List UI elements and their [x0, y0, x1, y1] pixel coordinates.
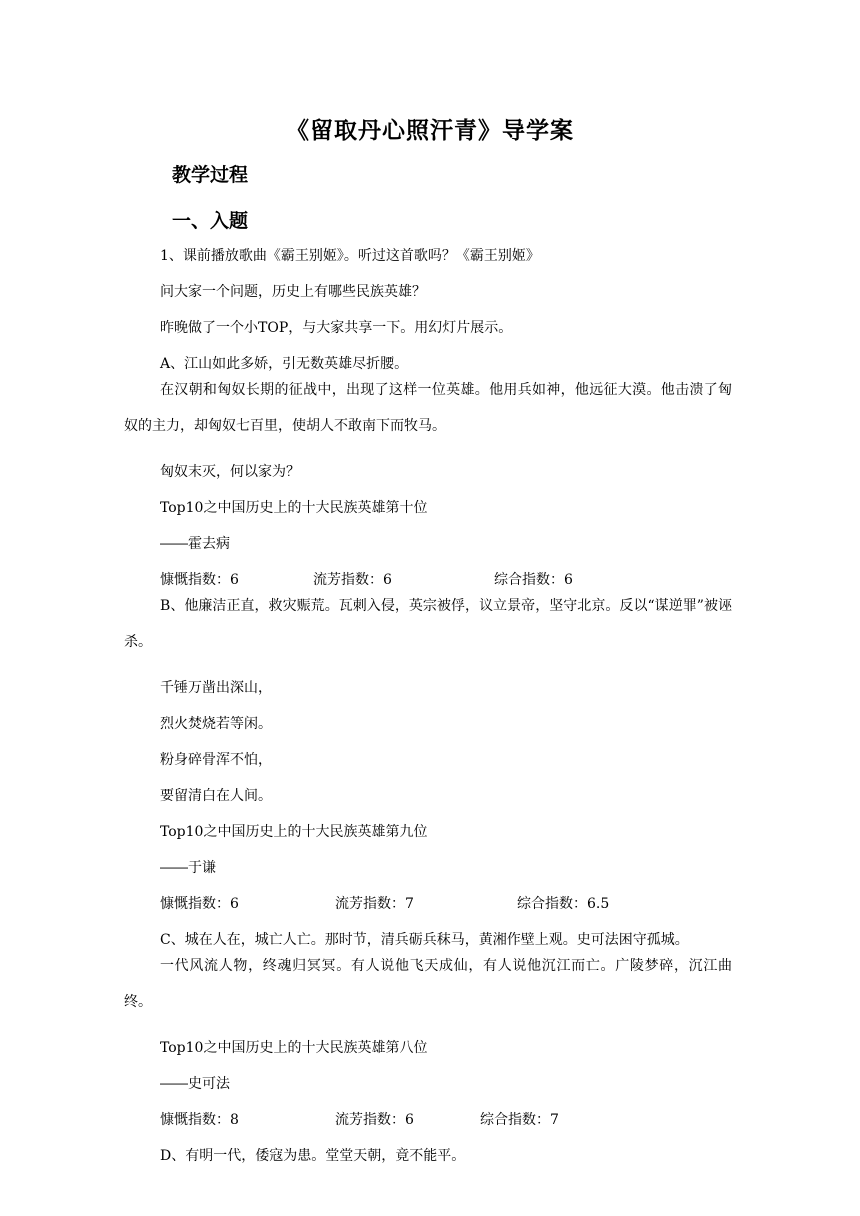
- poem-line-1: 千锤万凿出深山，: [160, 680, 272, 696]
- paragraph-song: 1、课前播放歌曲《霸王别姬》。听过这首歌吗？《霸王别姬》: [160, 248, 540, 264]
- paragraph-a: A、江山如此多娇，引无数英雄尽折腰。: [160, 356, 409, 372]
- paragraph-top: 昨晚做了一个小TOP，与大家共享一下。用幻灯片展示。: [160, 320, 513, 336]
- paragraph-shikefa: 一代风流人物，终魂归冥冥。有人说他飞天成仙，有人说他沉江而亡。广陵梦碎，沉江曲终。: [124, 958, 732, 1010]
- poem-line-3: 粉身碎骨浑不怕，: [160, 752, 272, 768]
- score-zonghe: 综合指数：7: [480, 1112, 559, 1128]
- document-title: 《留取丹心照汗青》导学案: [286, 118, 574, 144]
- score-kangkai: 慷慨指数：6: [160, 896, 239, 912]
- score-row-10: [160, 570, 760, 590]
- score-row-8: [160, 1110, 760, 1130]
- paragraph-d: D、有明一代，倭寇为患。堂堂天朝，竟不能平。: [160, 1148, 466, 1164]
- paragraph-c: C、城在人在，城亡人亡。那时节，清兵砺兵秣马，黄湘作壁上观。史可法困守孤城。: [160, 932, 689, 948]
- heading-teaching-process: 教学过程: [172, 164, 249, 186]
- score-kangkai: 慷慨指数：8: [160, 1112, 239, 1128]
- hero-name-9: ――于谦: [160, 860, 216, 876]
- score-liufang: 流芳指数：6: [335, 1112, 414, 1128]
- score-liufang: 流芳指数：7: [335, 896, 414, 912]
- score-zonghe: 综合指数：6: [494, 572, 573, 588]
- heading-intro: 一、入题: [172, 210, 249, 232]
- score-kangkai: 慷慨指数：6: [160, 572, 239, 588]
- hero-name-10: ――霍去病: [160, 536, 230, 552]
- hero-name-8: ――史可法: [160, 1076, 230, 1092]
- score-row-9: [160, 894, 760, 914]
- ranking-10: Top10之中国历史上的十大民族英雄第十位: [160, 500, 428, 516]
- poem-line-2: 烈火焚烧若等闲。: [160, 716, 272, 732]
- score-liufang: 流芳指数：6: [313, 572, 392, 588]
- poem-line-4: 要留清白在人间。: [160, 788, 272, 804]
- ranking-9: Top10之中国历史上的十大民族英雄第九位: [160, 824, 428, 840]
- paragraph-question: 问大家一个问题，历史上有哪些民族英雄？: [160, 284, 426, 300]
- paragraph-huoqubing: 在汉朝和匈奴长期的征战中，出现了这样一位英雄。他用兵如神，他远征大漠。他击溃了匈奴的主力，却匈奴七百里，使胡人不敢南下而牧马。: [124, 382, 732, 434]
- paragraph-xiongnu: 匈奴末灭，何以家为？: [160, 464, 300, 480]
- paragraph-b: B、他廉洁正直，救灾赈荒。瓦刺入侵，英宗被俘，议立景帝，坚守北京。反以“谋逆罪”被诬杀。: [124, 598, 732, 650]
- ranking-8: Top10之中国历史上的十大民族英雄第八位: [160, 1040, 428, 1056]
- score-zonghe: 综合指数：6.5: [517, 896, 610, 912]
